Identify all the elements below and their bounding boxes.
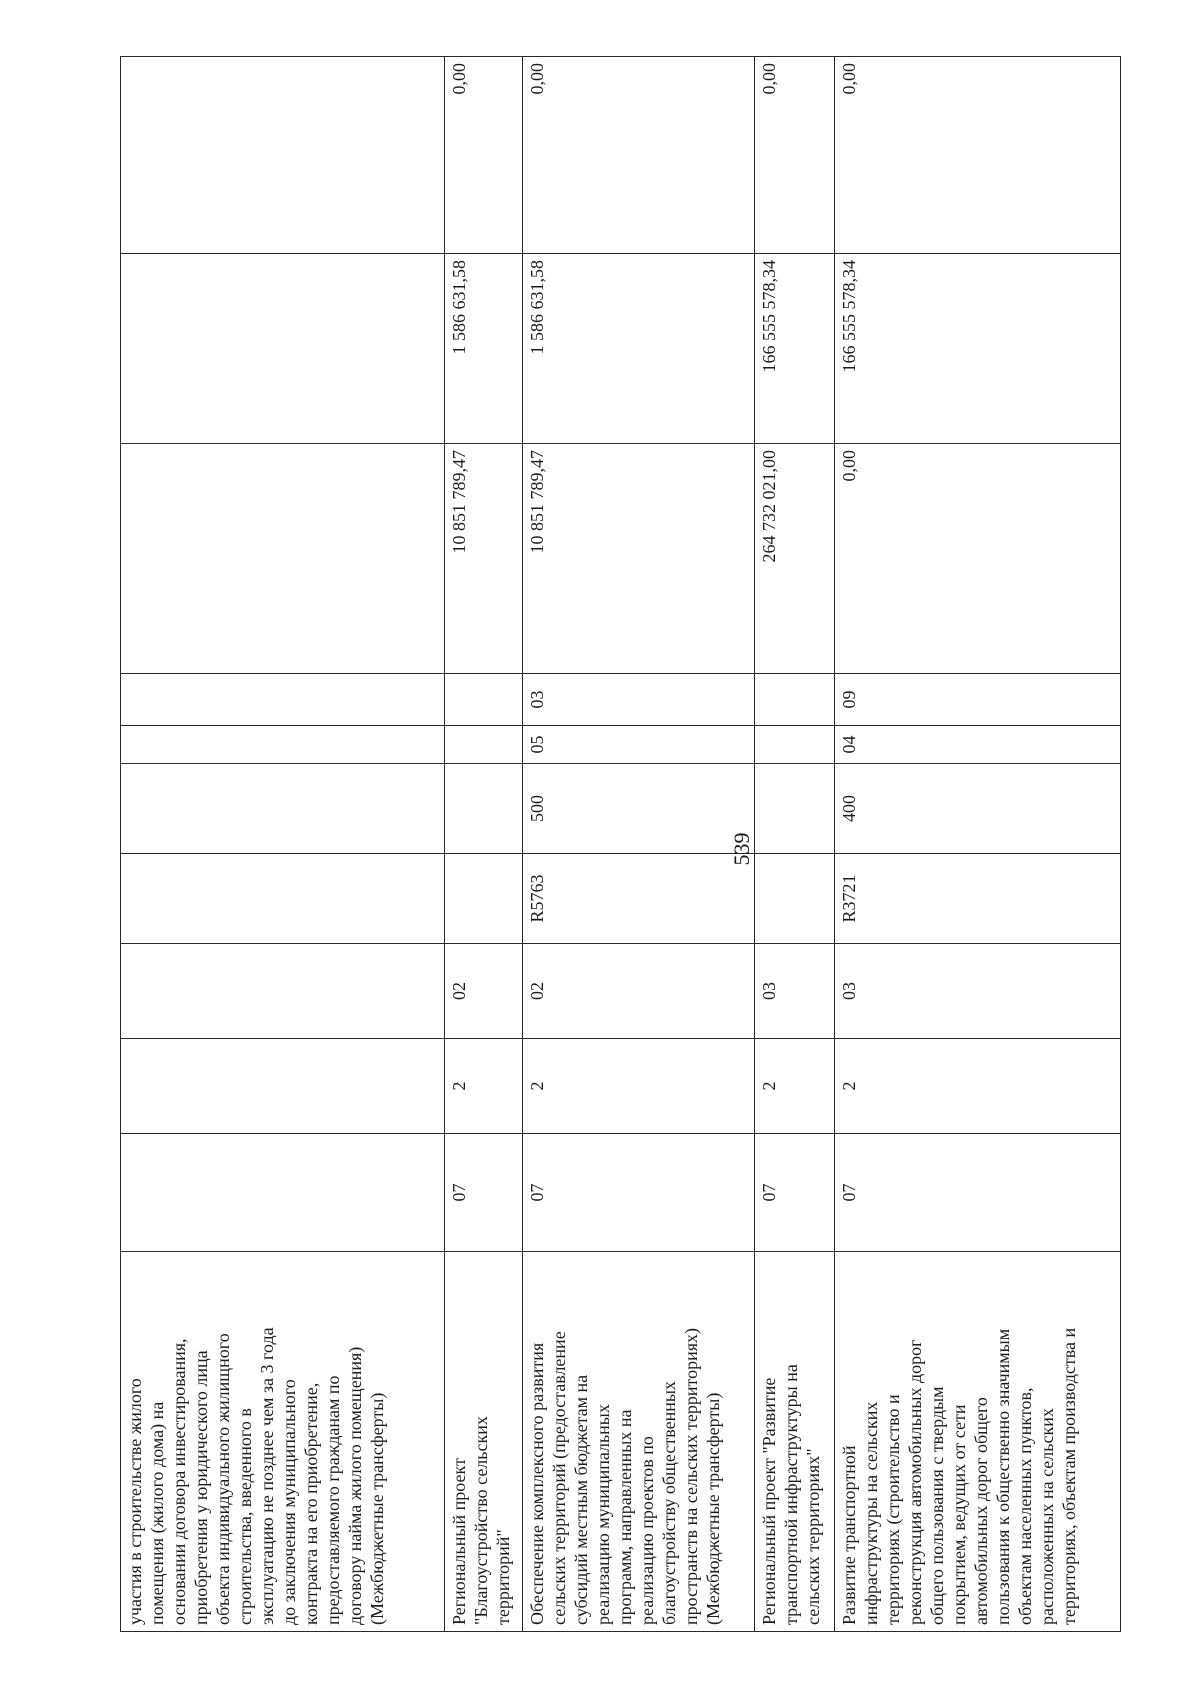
table-row [755, 57, 835, 1632]
row-description: Региональный проект "Благоустройство сельских территорий" [445, 1252, 523, 1632]
amount-year-2: 166 555 578,34 [835, 254, 1121, 444]
section-code [755, 726, 835, 764]
section-code [445, 726, 523, 764]
expense-type-code: 400 [835, 764, 1121, 854]
amount-year-2: 166 555 578,34 [755, 254, 835, 444]
row-description: Региональный проект "Развитие транспортной инфраструктуры на сельских территориях" [755, 1252, 835, 1632]
subsection-code [445, 674, 523, 726]
subsection-code [121, 674, 445, 726]
project-code: 03 [755, 944, 835, 1039]
budget-table [120, 56, 1121, 1632]
subprogram-code [121, 1039, 445, 1134]
program-code: 07 [445, 1134, 523, 1252]
subsection-code [755, 674, 835, 726]
row-description: Развитие транспортной инфраструктуры на сельских территориях (строительство и реконструкция автомобильных дорог общего пользования с твердым покрытием, ведущих от сети автомобильных дорог общего пользования к общественно значимым объектам населенных пунктов, расположенных на сельских территориях, объектам производства и [835, 1252, 1121, 1632]
amount-year-1: 10 851 789,47 [523, 444, 755, 674]
program-code [121, 1134, 445, 1252]
section-code: 04 [835, 726, 1121, 764]
amount-year-1: 264 732 021,00 [755, 444, 835, 674]
subsection-code: 03 [523, 674, 755, 726]
table-row [835, 57, 1121, 1632]
subprogram-code: 2 [445, 1039, 523, 1134]
amount-year-1: 0,00 [835, 444, 1121, 674]
project-code [121, 944, 445, 1039]
amount-year-3: 0,00 [835, 57, 1121, 254]
project-code: 02 [445, 944, 523, 1039]
expense-type-code [755, 764, 835, 854]
program-code: 07 [523, 1134, 755, 1252]
amount-year-3 [121, 57, 445, 254]
amount-year-3: 0,00 [755, 57, 835, 254]
amount-year-2: 1 586 631,58 [445, 254, 523, 444]
direction-code [755, 854, 835, 944]
program-code: 07 [835, 1134, 1121, 1252]
amount-year-2: 1 586 631,58 [523, 254, 755, 444]
subsection-code: 09 [835, 674, 1121, 726]
section-code [121, 726, 445, 764]
project-code: 03 [835, 944, 1121, 1039]
expense-type-code: 500 [523, 764, 755, 854]
direction-code: R3721 [835, 854, 1121, 944]
page-number: 539 [729, 832, 754, 866]
subprogram-code: 2 [523, 1039, 755, 1134]
table-row [445, 57, 523, 1632]
table-row [523, 57, 755, 1632]
rotated-table-wrapper [120, 57, 1120, 1632]
row-description: Обеспечение комплексного развития сельских территорий (предоставление субсидий местным бюджетам на реализацию муниципальных программ, направленных на реализацию проектов по благоустройству общественных пространств на сельских территориях) (Межбюджетные трансферты) [523, 1252, 755, 1632]
section-code: 05 [523, 726, 755, 764]
subprogram-code: 2 [755, 1039, 835, 1134]
row-description: участия в строительстве жилого помещения (жилого дома) на основании договора инвестирования, приобретения у юридического лица объекта индивидуального жилищного строительства, введенного в эксплуатацию не позднее чем за 3 года до заключения муниципального контракта на его приобретение, предоставляемого гражданам по договору найма жилого помещения) (Межбюджетные трансферты) [121, 1252, 445, 1632]
table-row [121, 57, 445, 1632]
amount-year-1: 10 851 789,47 [445, 444, 523, 674]
expense-type-code [121, 764, 445, 854]
program-code: 07 [755, 1134, 835, 1252]
amount-year-1 [121, 444, 445, 674]
direction-code [445, 854, 523, 944]
expense-type-code [445, 764, 523, 854]
direction-code: R5763 [523, 854, 755, 944]
amount-year-2 [121, 254, 445, 444]
direction-code [121, 854, 445, 944]
amount-year-3: 0,00 [445, 57, 523, 254]
project-code: 02 [523, 944, 755, 1039]
amount-year-3: 0,00 [523, 57, 755, 254]
subprogram-code: 2 [835, 1039, 1121, 1134]
